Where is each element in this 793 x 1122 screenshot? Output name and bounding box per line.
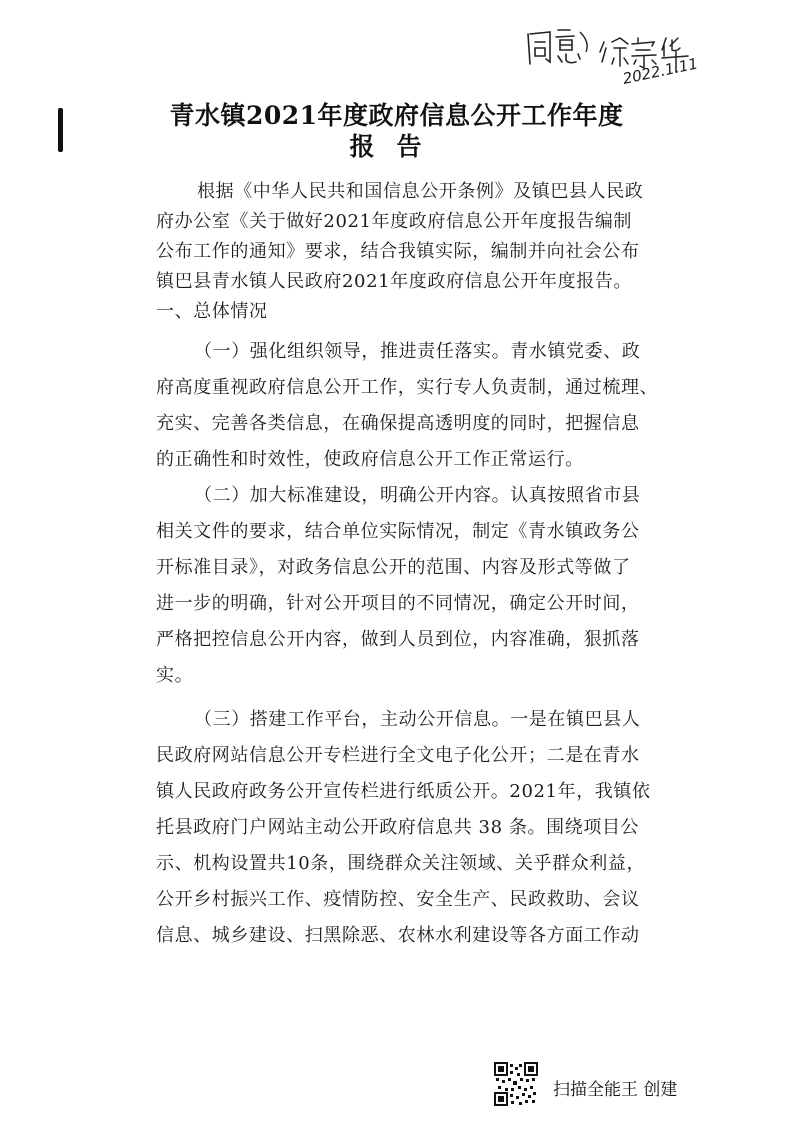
body-line: 信息、城乡建设、扫黑除恶、农林水利建设等各方面工作动: [156, 925, 640, 946]
body-line: 公开乡村振兴工作、疫情防控、安全生产、民政救助、会议: [156, 889, 640, 910]
body-line: 民政府网站信息公开专栏进行全文电子化公开；二是在青水: [156, 745, 640, 766]
qr-code-icon: [494, 1062, 538, 1106]
body-line: 进一步的明确，针对公开项目的不同情况，确定公开时间，: [156, 593, 640, 614]
document-title-line2: 报告: [349, 132, 444, 161]
body-line: （二）加大标准建设，明确公开内容。认真按照省市县: [194, 485, 641, 506]
body-line: 示、机构设置共10条，围绕群众关注领域、关乎群众利益，: [156, 853, 646, 874]
body-line: （一）强化组织领导，推进责任落实。青水镇党委、政: [194, 341, 641, 362]
body-line: 托县政府门户网站主动公开政府信息共 38 条。围绕项目公: [156, 817, 640, 838]
body-line: 镇巴县青水镇人民政府2021年度政府信息公开年度报告。: [156, 271, 633, 292]
body-line: （三）搭建工作平台，主动公开信息。一是在镇巴县人: [194, 709, 641, 730]
body-line: 一、总体情况: [156, 301, 268, 322]
body-line: 相关文件的要求，结合单位实际情况，制定《青水镇政务公: [156, 521, 640, 542]
body-line: 府办公室《关于做好2021年度政府信息公开年度报告编制: [156, 211, 633, 232]
body-line: 开标准目录》，对政务信息公开的范围、内容及形式等做了: [156, 557, 631, 578]
scanner-watermark-label: 扫描全能王 创建: [553, 1080, 678, 1100]
body-line: 府高度重视政府信息公开工作，实行专人负责制，通过梳理、: [156, 377, 659, 398]
document-title-line1: 青水镇2021年度政府信息公开工作年度: [169, 101, 624, 130]
body-line: 严格把控信息公开内容，做到人员到位，内容准确，狠抓落: [156, 629, 640, 650]
handwritten-signature: [520, 12, 720, 90]
body-line: 镇人民政府政务公开宣传栏进行纸质公开。2021年，我镇依: [156, 781, 651, 802]
body-line: 实。: [156, 665, 194, 686]
body-line: 的正确性和时效性，使政府信息公开工作正常运行。: [156, 449, 584, 470]
svg-text:2022.1.11: 2022.1.11: [621, 54, 700, 88]
body-line: 根据《中华人民共和国信息公开条例》及镇巴县人民政: [197, 181, 644, 202]
body-line: 充实、完善各类信息，在确保提高透明度的同时，把握信息: [156, 413, 640, 434]
body-line: 公布工作的通知》要求，结合我镇实际，编制并向社会公布: [156, 241, 640, 262]
